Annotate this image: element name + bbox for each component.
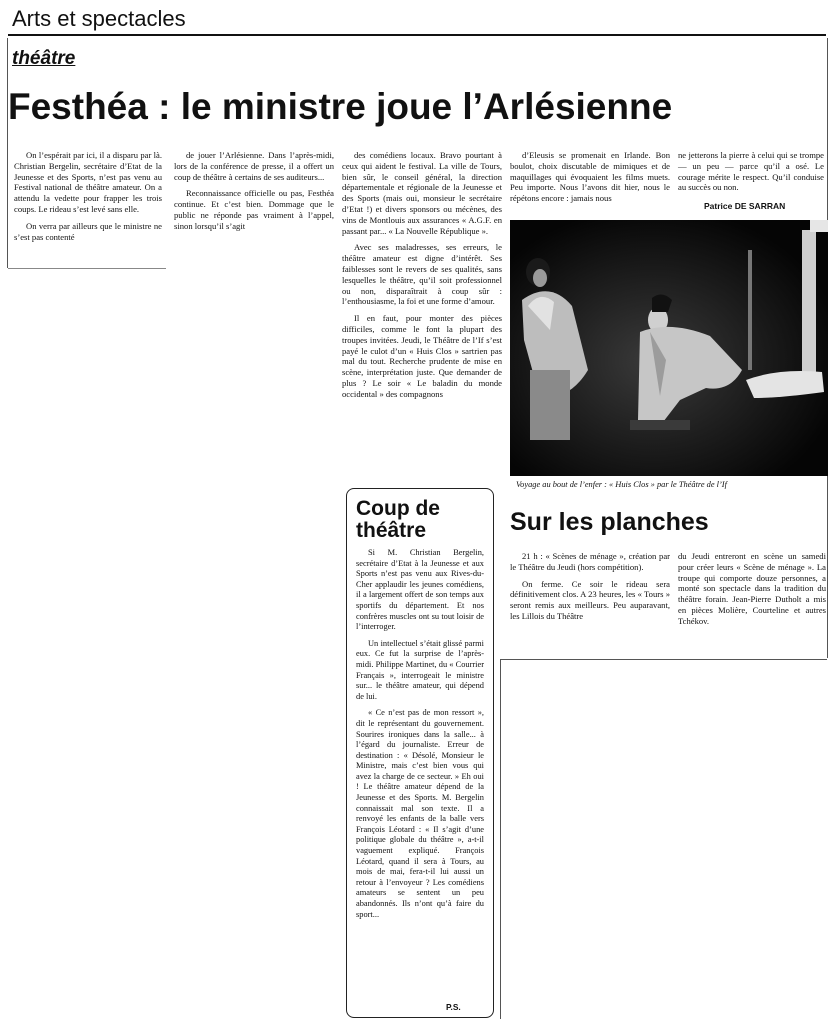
sidebar-paragraph: Si M. Christian Bergelin, secrétaire d’Etat à la Jeunesse et aux Sports n’est pas venu aux Rives-du-Cher applaudir les jeunes comédiens, il a largement offert de son temps aux sportifs du département. Et nos confrères muscles ont su tout loisir de l’interroger.	[356, 548, 484, 632]
headline: Festhéa : le ministre joue l’Arlésienne	[8, 86, 673, 127]
left-column-rule	[7, 38, 8, 268]
article-paragraph: Il en faut, pour monter des pièces difficiles, comme le font la plupart des troupes invitées. Jeudi, le Théâtre de l’If s’est payé le culot d’un « Huis Clos » sartrien pas mal du tout. Recherche prudente de mise en scène, interprétation juste. Que demander de plus ? Le soir « Le baladin du monde occidental » des compagnons	[342, 313, 502, 399]
article-column-5	[678, 150, 824, 199]
planches-paragraph: 21 h : « Scènes de ménage », création par le Théâtre du Jeudi (hors compétition).	[510, 551, 670, 572]
article-paragraph: d’Eleusis se promenait en Irlande. Bon boulot, choix discutable de mimiques et de maquillages qui évoquaient les films muets. Peu importe. Nous l’avons dit hier, nous le répétons encore : jamais nous	[510, 150, 670, 204]
planches-heading: Sur les planches	[510, 508, 709, 536]
section-title: Arts et spectacles	[12, 6, 186, 31]
stage-photo-illustration	[510, 220, 828, 476]
rubric-label: théâtre	[12, 48, 76, 69]
article-paragraph: Avec ses maladresses, ses erreurs, le théâtre amateur est digne d’intérêt. Ses faiblesses sont le revers de ses qualités, sans lesquelles le théâtre, qu’il soit professionnel ou non, disparaîtrait à coup sûr : l’enthousiasme, la foi et une forme d’amour.	[342, 242, 502, 307]
article-paragraph: On verra par ailleurs que le ministre ne s’est pas contenté	[14, 220, 162, 242]
planches-column-1	[510, 551, 670, 628]
sidebar-paragraph: Un intellectuel s’était glissé parmi eux. Ce fut la surprise de l’après-midi. Philippe Martinet, du « Courrier Français », interrogeait le ministre sur... le théâtre amateur, qui dépend de lui.	[356, 638, 484, 701]
planches-paragraph: du Jeudi entreront en scène un samedi pour créer leurs « Scène de ménage ». La troupe qui comporte douze personnes, a monté son spectacle dans la tradition du théâtre forain. Jean-Pierre Dutholt a mis en pièces Molière, Courteline et autres Tchékov.	[678, 551, 826, 626]
planches-bottom-rule	[500, 659, 827, 660]
stage-photo	[510, 220, 828, 476]
article-column-2	[174, 150, 334, 238]
sidebar-box-title: Coup de théâtre	[356, 497, 440, 542]
article-column-3	[342, 150, 502, 406]
byline: Patrice DE SARRAN	[704, 201, 786, 211]
article-paragraph: Reconnaissance officielle ou pas, Festhéa continue. Et c’est bien. Dommage que le public ne réponde pas vraiment à l’appel, sinon lorsqu’il s’agit	[174, 188, 334, 231]
column-1-bottom-rule	[8, 268, 166, 269]
planches-left-rule	[500, 659, 501, 1019]
sidebar-signature: P.S.	[446, 1002, 461, 1012]
top-rule	[8, 34, 826, 36]
article-paragraph: ne jetterons la pierre à celui qui se trompe — un peu — parce qu’il a osé. Le courage mérite le respect. Qu’il conduise au succès ou non.	[678, 150, 824, 193]
planches-column-2	[678, 551, 826, 633]
article-column-4	[510, 150, 670, 210]
sidebar-paragraph: « Ce n’est pas de mon ressort », dit le représentant du gouvernement. Sourires ironiques dans la salle... à l’égard du journaliste. Erreur de destination : « Désolé, Monsieur le Ministre, mais c’est bien vous qui avez la charge de ce secteur. » Eh oui ! Le théâtre amateur dépend de la Jeunesse et des Sports. M. Bergelin connaissait mal son texte. Il a renvoyé les enfants de la balle vers François Léotard : « Il s’agit d’une politique globale du théâtre », a-t-il vaguement expliqué. François Léotard, quand il sera à Tours, au mois de mai, fera-t-il lui aussi un retour à l’envoyeur ? Les comédiens amateurs se sentent un peu abandonnés. Ils n’ont qu’à faire du sport...	[356, 708, 484, 919]
article-column-1	[14, 150, 162, 248]
photo-caption: Voyage au bout de l’enfer : « Huis Clos » par le Théâtre de l’If	[516, 480, 727, 489]
article-paragraph: de jouer l’Arlésienne. Dans l’après-midi, lors de la conférence de presse, il a offert un coup de théâtre à certains de ses auditeurs...	[174, 150, 334, 182]
planches-paragraph: On ferme. Ce soir le rideau sera définitivement clos. A 23 heures, les « Tours » seront remis aux meilleurs. Peu auparavant, les Lillois du Théâtre	[510, 578, 670, 621]
article-paragraph: des comédiens locaux. Bravo pourtant à ceux qui aident le festival. La ville de Tours, bien sûr, le conseil général, la direction départementale et régionale de la Jeunesse et des Sports (mais oui, monsieur le secrétaire d’Etat !) et divers sponsors ou mécènes, des vins de Montlouis aux assurances « A.G.F. en passant par... « La Nouvelle République ».	[342, 150, 502, 236]
article-paragraph: On l’espérait par ici, il a disparu par là. Christian Bergelin, secrétaire d’Etat de la Jeunesse et des Sports, n’est pas venu au Festival national de théâtre amateur. On a attendu la vedette pour frapper les trois coups. Le rideau s’est levé sans elle.	[14, 150, 162, 214]
sidebar-box-text	[356, 548, 484, 926]
